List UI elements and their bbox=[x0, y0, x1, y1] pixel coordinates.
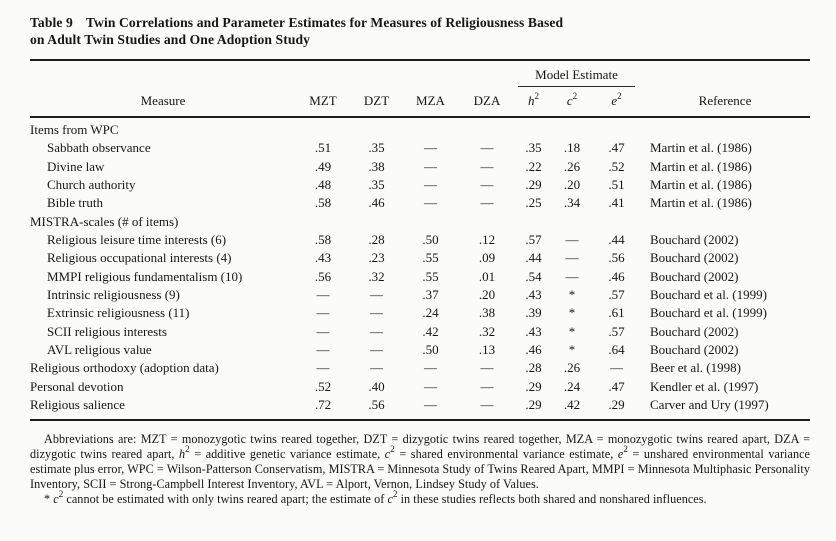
cell-val-dza: — bbox=[480, 378, 494, 394]
cell-val-dza: .12 bbox=[478, 232, 496, 248]
cell-measure: Religious occupational interests (4) bbox=[47, 250, 232, 266]
cell-val-dza: — bbox=[480, 397, 494, 413]
cell-val-mza: — bbox=[424, 140, 437, 156]
cell-reference: Carver and Ury (1997) bbox=[650, 397, 769, 413]
cell-val-dzt: .38 bbox=[368, 158, 385, 174]
cell-val-dza: — bbox=[480, 195, 494, 211]
cell-reference: Bouchard (2002) bbox=[650, 268, 739, 284]
table-row bbox=[30, 249, 810, 267]
cell-val-mzt: — bbox=[316, 287, 330, 303]
cell-val-c2: .26 bbox=[563, 158, 581, 174]
cell-measure: SCII religious interests bbox=[47, 323, 167, 339]
cell-val-mzt: .58 bbox=[314, 195, 332, 211]
cell-reference: Martin et al. (1986) bbox=[650, 140, 752, 156]
cell-val-dzt: — bbox=[370, 360, 383, 376]
cell-val-h2: .43 bbox=[525, 323, 542, 339]
cell-val-dzt: .35 bbox=[368, 177, 385, 193]
cell-val-e2: — bbox=[610, 360, 623, 376]
cell-val-c2: * bbox=[568, 305, 576, 321]
bottom-rule bbox=[30, 419, 810, 421]
model-estimate-spanner: Model Estimate bbox=[518, 67, 635, 87]
cell-val-e2: .47 bbox=[608, 140, 625, 156]
cell-val-e2: .46 bbox=[608, 268, 625, 284]
cell-val-e2: .29 bbox=[608, 397, 625, 413]
cell-val-mzt: .48 bbox=[314, 177, 332, 193]
cell-val-h2: .39 bbox=[525, 305, 542, 321]
table-row bbox=[30, 158, 810, 176]
cell-reference: Bouchard et al. (1999) bbox=[650, 305, 767, 321]
cell-measure: Intrinsic religiousness (9) bbox=[47, 287, 180, 303]
cell-val-mza: .37 bbox=[422, 287, 439, 303]
cell-val-dza: .38 bbox=[478, 305, 496, 321]
table-title-line1: Twin Correlations and Parameter Estimates for Measures of Religiousness Based bbox=[85, 15, 564, 30]
cell-val-mzt: .72 bbox=[314, 397, 332, 413]
cell-val-c2: * bbox=[568, 287, 576, 303]
cell-val-e2: .44 bbox=[608, 232, 625, 248]
cell-val-c2: .18 bbox=[563, 140, 581, 156]
table-header-spanner-row bbox=[30, 61, 810, 87]
cell-val-h2: .43 bbox=[525, 287, 542, 303]
cell-val-mzt: — bbox=[316, 342, 330, 358]
cell-reference: Bouchard et al. (1999) bbox=[650, 287, 767, 303]
cell-measure: Sabbath observance bbox=[47, 140, 151, 156]
column-header-h2: $h^2$ bbox=[528, 90, 539, 108]
table-row bbox=[30, 194, 810, 212]
cell-measure: Divine law bbox=[47, 158, 105, 174]
cell-val-c2: * bbox=[568, 342, 576, 358]
column-header-e2: $e^2$ bbox=[611, 90, 622, 108]
cell-measure: Religious salience bbox=[30, 397, 125, 413]
cell-val-dzt: .28 bbox=[368, 232, 385, 248]
column-header-measure: Measure bbox=[140, 93, 186, 108]
asterisk-note: * $c^2$ cannot be estimated with only twins reared apart; the estimate of $c^2$ in these studies reflects both shared and nonshared influences. bbox=[44, 489, 707, 507]
cell-val-dzt: — bbox=[370, 287, 383, 303]
cell-val-mzt: .58 bbox=[314, 232, 332, 248]
cell-val-e2: .41 bbox=[608, 195, 625, 211]
cell-measure: Items from WPC bbox=[30, 122, 119, 137]
table-row bbox=[30, 139, 810, 157]
cell-val-c2: .24 bbox=[563, 378, 581, 394]
cell-val-c2: .20 bbox=[563, 177, 581, 193]
table-row bbox=[30, 323, 810, 341]
cell-val-h2: .44 bbox=[525, 250, 542, 266]
table-row bbox=[30, 286, 810, 304]
cell-reference: Beer et al. (1998) bbox=[650, 360, 741, 376]
cell-val-mza: — bbox=[424, 360, 437, 376]
cell-val-mzt: .43 bbox=[314, 250, 332, 266]
abbreviations-note: Abbreviations are: MZT = monozygotic twins reared together, DZT = dizygotic twins reared together, MZA = monozygotic twins reared apart, DZA = dizygotic twins reared apart, $h^2$ = additive genetic variance estimate, $c^2$ = shared environmental variance estimate, $e^2$ = unshared environmental variance estimate plus error, WPC = Wilson-Patterson Conservatism, MISTRA = Minnesota Study of Twins Reared Apart, MMPI = Minnesota Multiphasic Personality Inventory, SCII = Strong-Campbell Interest Inventory, AVL = Alport, Vernon, Lindsey Study of Values. bbox=[30, 431, 811, 492]
cell-val-dza: .32 bbox=[478, 323, 496, 339]
table-body bbox=[30, 118, 810, 419]
cell-val-h2: .29 bbox=[525, 177, 542, 193]
cell-val-e2: .64 bbox=[608, 342, 625, 358]
cell-val-mzt: — bbox=[316, 305, 330, 321]
cell-reference: Martin et al. (1986) bbox=[650, 177, 752, 193]
cell-measure: Extrinsic religiousness (11) bbox=[47, 305, 190, 321]
table-row bbox=[30, 304, 810, 322]
cell-val-dzt: — bbox=[370, 323, 383, 339]
cell-val-mza: — bbox=[424, 378, 437, 394]
cell-val-mza: .42 bbox=[422, 323, 439, 339]
cell-val-dza: .20 bbox=[478, 287, 496, 303]
cell-val-mza: — bbox=[424, 158, 437, 174]
cell-val-h2: .22 bbox=[525, 158, 542, 174]
cell-reference: Martin et al. (1986) bbox=[650, 195, 752, 211]
cell-measure: Religious orthodoxy (adoption data) bbox=[30, 360, 219, 376]
cell-val-mza: — bbox=[424, 195, 437, 211]
cell-val-dzt: .35 bbox=[368, 140, 385, 156]
cell-val-dza: .09 bbox=[478, 250, 496, 266]
table-row bbox=[30, 341, 810, 359]
cell-val-c2: — bbox=[565, 250, 579, 266]
cell-val-dza: .13 bbox=[478, 342, 496, 358]
table-row bbox=[30, 396, 810, 414]
cell-val-e2: .52 bbox=[608, 158, 625, 174]
cell-reference: Bouchard (2002) bbox=[650, 232, 739, 248]
table-header-row bbox=[30, 87, 810, 116]
cell-val-dza: — bbox=[480, 158, 494, 174]
cell-val-mza: — bbox=[424, 177, 437, 193]
cell-val-h2: .29 bbox=[525, 397, 542, 413]
cell-reference: Kendler et al. (1997) bbox=[650, 378, 759, 394]
cell-val-mzt: — bbox=[316, 360, 330, 376]
cell-reference: Martin et al. (1986) bbox=[650, 158, 752, 174]
cell-val-mza: .55 bbox=[422, 268, 439, 284]
cell-val-h2: .46 bbox=[525, 342, 542, 358]
column-header-mzt: MZT bbox=[309, 93, 337, 108]
table-row bbox=[30, 359, 810, 377]
cell-val-mza: .24 bbox=[422, 305, 439, 321]
cell-measure: MMPI religious fundamentalism (10) bbox=[47, 268, 243, 284]
table-title-line2: on Adult Twin Studies and One Adoption Study bbox=[30, 31, 311, 47]
cell-val-c2: — bbox=[565, 268, 579, 284]
cell-val-c2: .42 bbox=[563, 397, 581, 413]
cell-reference: Bouchard (2002) bbox=[650, 342, 739, 358]
cell-val-dza: — bbox=[480, 177, 494, 193]
cell-val-e2: .57 bbox=[608, 323, 625, 339]
column-header-c2: $c^2$ bbox=[566, 90, 578, 108]
table-title bbox=[30, 15, 670, 48]
table-number: Table 9 bbox=[30, 15, 73, 30]
table-row bbox=[30, 213, 810, 231]
cell-val-c2: — bbox=[565, 232, 579, 248]
cell-val-dzt: — bbox=[370, 342, 383, 358]
cell-val-mza: .50 bbox=[422, 232, 439, 248]
cell-measure: Personal devotion bbox=[30, 378, 124, 394]
cell-val-e2: .51 bbox=[608, 177, 625, 193]
cell-val-mzt: .56 bbox=[314, 268, 332, 284]
cell-val-e2: .61 bbox=[608, 305, 625, 321]
cell-val-h2: .28 bbox=[525, 360, 542, 376]
cell-val-c2: .34 bbox=[563, 195, 581, 211]
table-footnotes bbox=[30, 432, 810, 508]
cell-val-c2: .26 bbox=[563, 360, 581, 376]
cell-val-dzt: .46 bbox=[368, 195, 385, 211]
cell-val-e2: .57 bbox=[608, 287, 625, 303]
cell-val-mzt: — bbox=[316, 323, 330, 339]
table-row bbox=[30, 231, 810, 249]
column-header-dzt: DZT bbox=[363, 93, 390, 108]
column-header-dza: DZA bbox=[473, 93, 501, 108]
cell-val-mza: .55 bbox=[422, 250, 439, 266]
cell-val-mzt: .49 bbox=[314, 158, 332, 174]
cell-measure: MISTRA-scales (# of items) bbox=[30, 213, 179, 229]
cell-val-c2: * bbox=[568, 323, 576, 339]
cell-val-e2: .47 bbox=[608, 378, 625, 394]
cell-measure: Religious leisure time interests (6) bbox=[47, 232, 227, 248]
table-row bbox=[30, 268, 810, 286]
cell-reference: Bouchard (2002) bbox=[650, 323, 739, 339]
cell-val-dza: — bbox=[480, 140, 494, 156]
cell-val-dzt: .23 bbox=[368, 250, 385, 266]
cell-val-dzt: .56 bbox=[368, 397, 385, 413]
cell-val-mzt: .51 bbox=[314, 140, 332, 156]
cell-val-dza: .01 bbox=[478, 268, 496, 284]
cell-measure: Bible truth bbox=[47, 195, 103, 211]
table-row bbox=[30, 378, 810, 396]
cell-val-mza: .50 bbox=[422, 342, 439, 358]
column-header-mza: MZA bbox=[416, 93, 445, 108]
cell-val-dza: — bbox=[480, 360, 494, 376]
cell-measure: Church authority bbox=[47, 177, 136, 193]
cell-val-dzt: .40 bbox=[368, 378, 385, 394]
cell-val-h2: .57 bbox=[525, 232, 542, 248]
cell-val-h2: .35 bbox=[525, 140, 542, 156]
table-row bbox=[30, 121, 810, 139]
cell-val-dzt: .32 bbox=[368, 268, 385, 284]
cell-val-mzt: .52 bbox=[314, 378, 332, 394]
cell-val-e2: .56 bbox=[608, 250, 625, 266]
cell-val-mza: — bbox=[424, 397, 437, 413]
cell-val-h2: .29 bbox=[525, 378, 542, 394]
cell-val-h2: .25 bbox=[525, 195, 542, 211]
cell-measure: AVL religious value bbox=[47, 342, 152, 358]
cell-val-dzt: — bbox=[370, 305, 383, 321]
cell-reference: Bouchard (2002) bbox=[650, 250, 739, 266]
column-header-reference: Reference bbox=[698, 93, 752, 108]
cell-val-h2: .54 bbox=[525, 268, 542, 284]
table-row bbox=[30, 176, 810, 194]
